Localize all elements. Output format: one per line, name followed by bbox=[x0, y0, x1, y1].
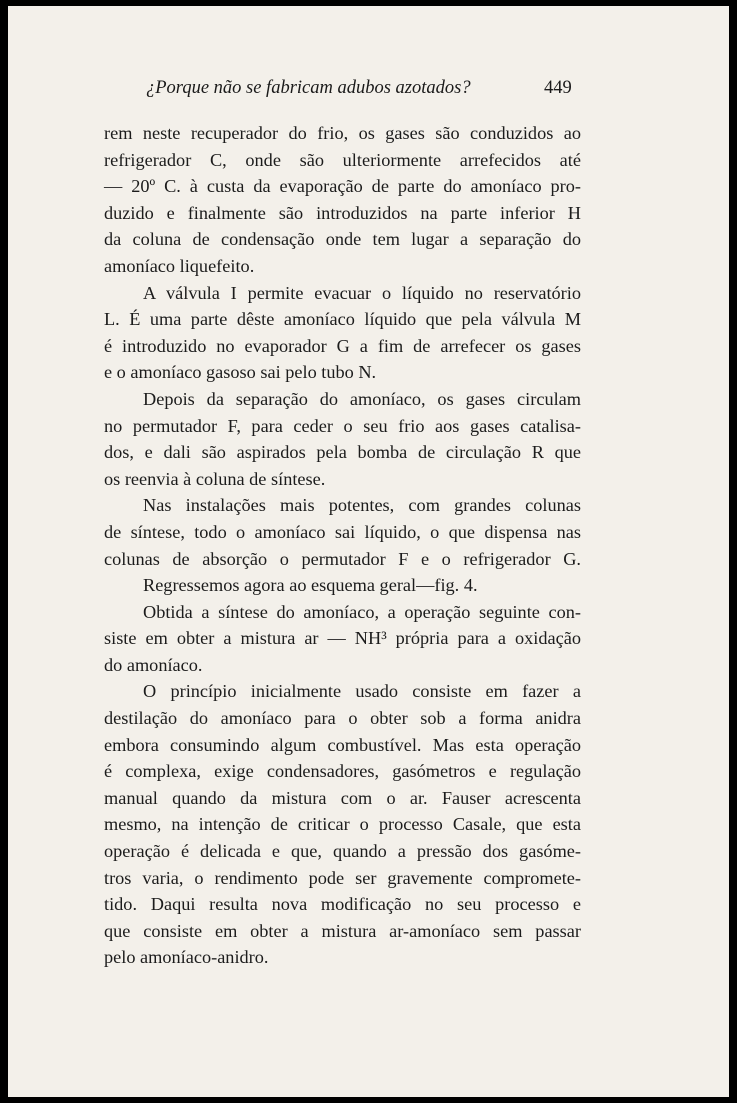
text-line: os reenvia à coluna de síntese. bbox=[104, 468, 326, 489]
text-line: pelo amoníaco-anidro. bbox=[104, 947, 269, 968]
text-line: tros varia, o rendimento pode ser gravemente compromete- bbox=[104, 867, 581, 888]
text-line: manual quando da mistura com o ar. Fauser acrescenta bbox=[104, 787, 581, 808]
text-line: que consiste em obter a mistura ar-amoníaco sem passar bbox=[104, 920, 581, 941]
text-line: mesmo, na intenção de criticar o processo Casale, que esta bbox=[104, 814, 581, 835]
text-line: O princípio inicialmente usado consiste em fazer a bbox=[143, 681, 581, 702]
page-header bbox=[8, 78, 729, 108]
book-page bbox=[8, 6, 729, 1097]
text-line: rem neste recuperador do frio, os gases são conduzidos ao bbox=[104, 123, 581, 143]
text-line: L. É uma parte dêste amoníaco líquido que pela válvula M bbox=[104, 309, 581, 330]
page-number: 449 bbox=[544, 78, 572, 98]
text-line: Depois da separação do amoníaco, os gases circulam bbox=[143, 388, 581, 409]
text-line: é introduzido no evaporador G a fim de arrefecer os gases bbox=[104, 335, 581, 356]
text-line: colunas de absorção o permutador F e o refrigerador G. bbox=[104, 548, 581, 569]
text-line: de síntese, todo o amoníaco sai líquido, o que dispensa nas bbox=[104, 521, 581, 542]
text-line: no permutador F, para ceder o seu frio aos gases catalisa- bbox=[104, 415, 581, 436]
text-line: operação é delicada e que, quando a pressão dos gasóme- bbox=[104, 841, 581, 862]
body-text bbox=[104, 120, 581, 971]
text-line: e o amoníaco gasoso sai pelo tubo N. bbox=[104, 362, 377, 383]
text-line: destilação do amoníaco para o obter sob a forma anidra bbox=[104, 708, 581, 729]
text-line: do amoníaco. bbox=[104, 654, 203, 675]
text-line: duzido e finalmente são introduzidos na parte inferior H bbox=[104, 202, 581, 223]
text-line: tido. Daqui resulta nova modificação no seu processo e bbox=[104, 894, 581, 915]
text-line: A válvula I permite evacuar o líquido no reservatório bbox=[143, 282, 581, 303]
text-line: amoníaco liquefeito. bbox=[104, 255, 255, 276]
text-line: — 20º C. à custa da evaporação de parte do amoníaco pro- bbox=[104, 176, 581, 197]
text-line: Nas instalações mais potentes, com grandes colunas bbox=[143, 495, 581, 516]
text-line: Regressemos agora ao esquema geral—fig. 4. bbox=[143, 575, 478, 596]
text-line: siste em obter a mistura ar — NH³ própria para a oxidação bbox=[104, 628, 581, 649]
text-line: é complexa, exige condensadores, gasómetros e regulação bbox=[104, 761, 581, 782]
running-title: ¿Porque não se fabricam adubos azotados? bbox=[146, 78, 471, 98]
text-line: embora consumindo algum combustível. Mas esta operação bbox=[104, 734, 581, 755]
text-line: dos, e dali são aspirados pela bomba de circulação R que bbox=[104, 442, 581, 463]
text-line: refrigerador C, onde são ulteriormente arrefecidos até bbox=[104, 149, 581, 170]
text-line: da coluna de condensação onde tem lugar a separação do bbox=[104, 229, 581, 250]
text-line: Obtida a síntese do amoníaco, a operação seguinte con- bbox=[143, 601, 581, 622]
